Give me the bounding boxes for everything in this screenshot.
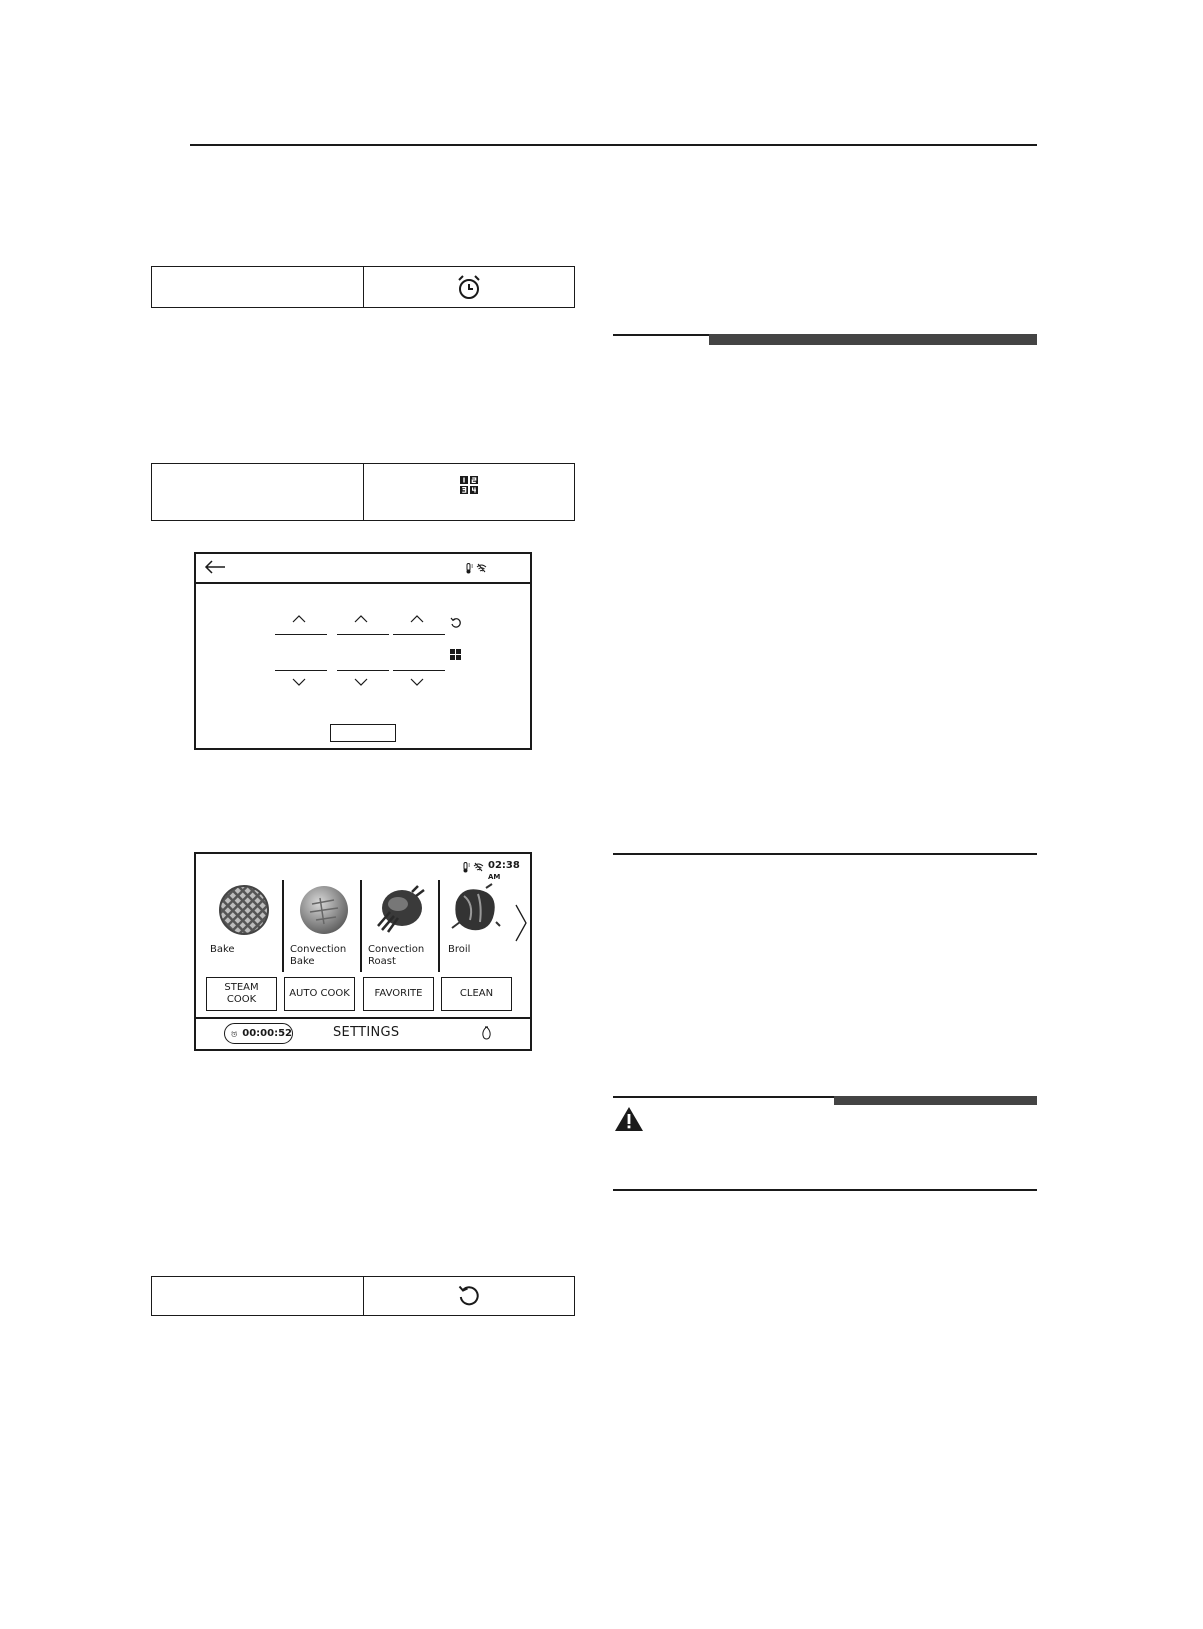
clock-time-value: 02:38: [488, 860, 520, 871]
mode-label: Broil: [448, 944, 471, 955]
chevron-right-icon[interactable]: [515, 904, 527, 942]
oven-light-icon[interactable]: [482, 1026, 491, 1040]
alarm-clock-icon: [456, 274, 482, 300]
mode-label: Convection Roast: [368, 944, 425, 967]
hours-up-arrow[interactable]: [292, 615, 306, 623]
reset-icon-table: [151, 1276, 575, 1316]
hours-bottom-line: [275, 670, 327, 671]
mode-tile-convection-roast[interactable]: [362, 876, 438, 970]
reset-icon[interactable]: [450, 617, 462, 629]
mode-tile-bake[interactable]: [198, 876, 282, 970]
mode-tile-broil[interactable]: [440, 876, 508, 970]
back-arrow-icon[interactable]: [204, 560, 226, 574]
minutes-up-arrow[interactable]: [354, 615, 368, 623]
auto-cook-button[interactable]: AUTO COOK: [284, 977, 355, 1011]
hours-down-arrow[interactable]: [292, 678, 306, 686]
start-button[interactable]: [330, 724, 396, 742]
probe-icon: [466, 563, 474, 574]
probe-icon: [463, 862, 471, 873]
roast-image: [372, 882, 428, 936]
home-screen: [194, 852, 532, 1051]
minutes-down-arrow[interactable]: [354, 678, 368, 686]
grid-icon[interactable]: [450, 649, 461, 660]
table-icon-cell: [363, 464, 575, 520]
mode-label: Convection Bake: [290, 944, 347, 967]
minutes-top-line: [337, 634, 389, 635]
warning-bottom-rule: [613, 1189, 1037, 1191]
bread-image: [298, 884, 350, 936]
footer-divider: [196, 1017, 530, 1019]
favorite-button[interactable]: FAVORITE: [363, 977, 434, 1011]
table-label-cell: [152, 464, 363, 520]
mode-label: Bake: [210, 944, 235, 955]
seconds-bottom-line: [393, 670, 445, 671]
table-label-cell: [152, 267, 363, 307]
counterclockwise-arrow-icon: [457, 1284, 481, 1308]
section-header-bar: [709, 334, 1037, 345]
seconds-up-arrow[interactable]: [410, 615, 424, 623]
steam-cook-button[interactable]: STEAM COOK: [206, 977, 277, 1011]
seconds-top-line: [393, 634, 445, 635]
timer-value: 00:00:52: [242, 1028, 292, 1039]
kitchen-timer-button[interactable]: [224, 1023, 293, 1044]
section-rule: [613, 853, 1037, 855]
grid-icon-table: [151, 463, 575, 521]
pie-image: [218, 884, 270, 936]
numbered-grid-icon: [459, 475, 479, 495]
settings-button[interactable]: SETTINGS: [333, 1025, 400, 1040]
minutes-bottom-line: [337, 670, 389, 671]
warning-header-bar: [834, 1096, 1037, 1105]
table-label-cell: [152, 1277, 363, 1315]
clean-button[interactable]: CLEAN: [441, 977, 512, 1011]
warning-triangle-icon: [614, 1106, 644, 1132]
wifi-off-icon: [476, 563, 487, 573]
timer-setting-screen: [194, 552, 532, 750]
alarm-clock-icon: [231, 1028, 237, 1040]
seconds-down-arrow[interactable]: [410, 678, 424, 686]
timer-icon-table: [151, 266, 575, 308]
table-icon-cell: [363, 267, 575, 307]
screen-header-divider: [196, 582, 530, 584]
table-icon-cell: [363, 1277, 575, 1315]
wifi-off-icon: [473, 862, 484, 872]
clock-time-suffix: AM: [488, 873, 501, 881]
header-rule: [190, 144, 1037, 146]
broil-image: [446, 882, 502, 938]
hours-top-line: [275, 634, 327, 635]
mode-tile-convection-bake[interactable]: [284, 876, 360, 970]
